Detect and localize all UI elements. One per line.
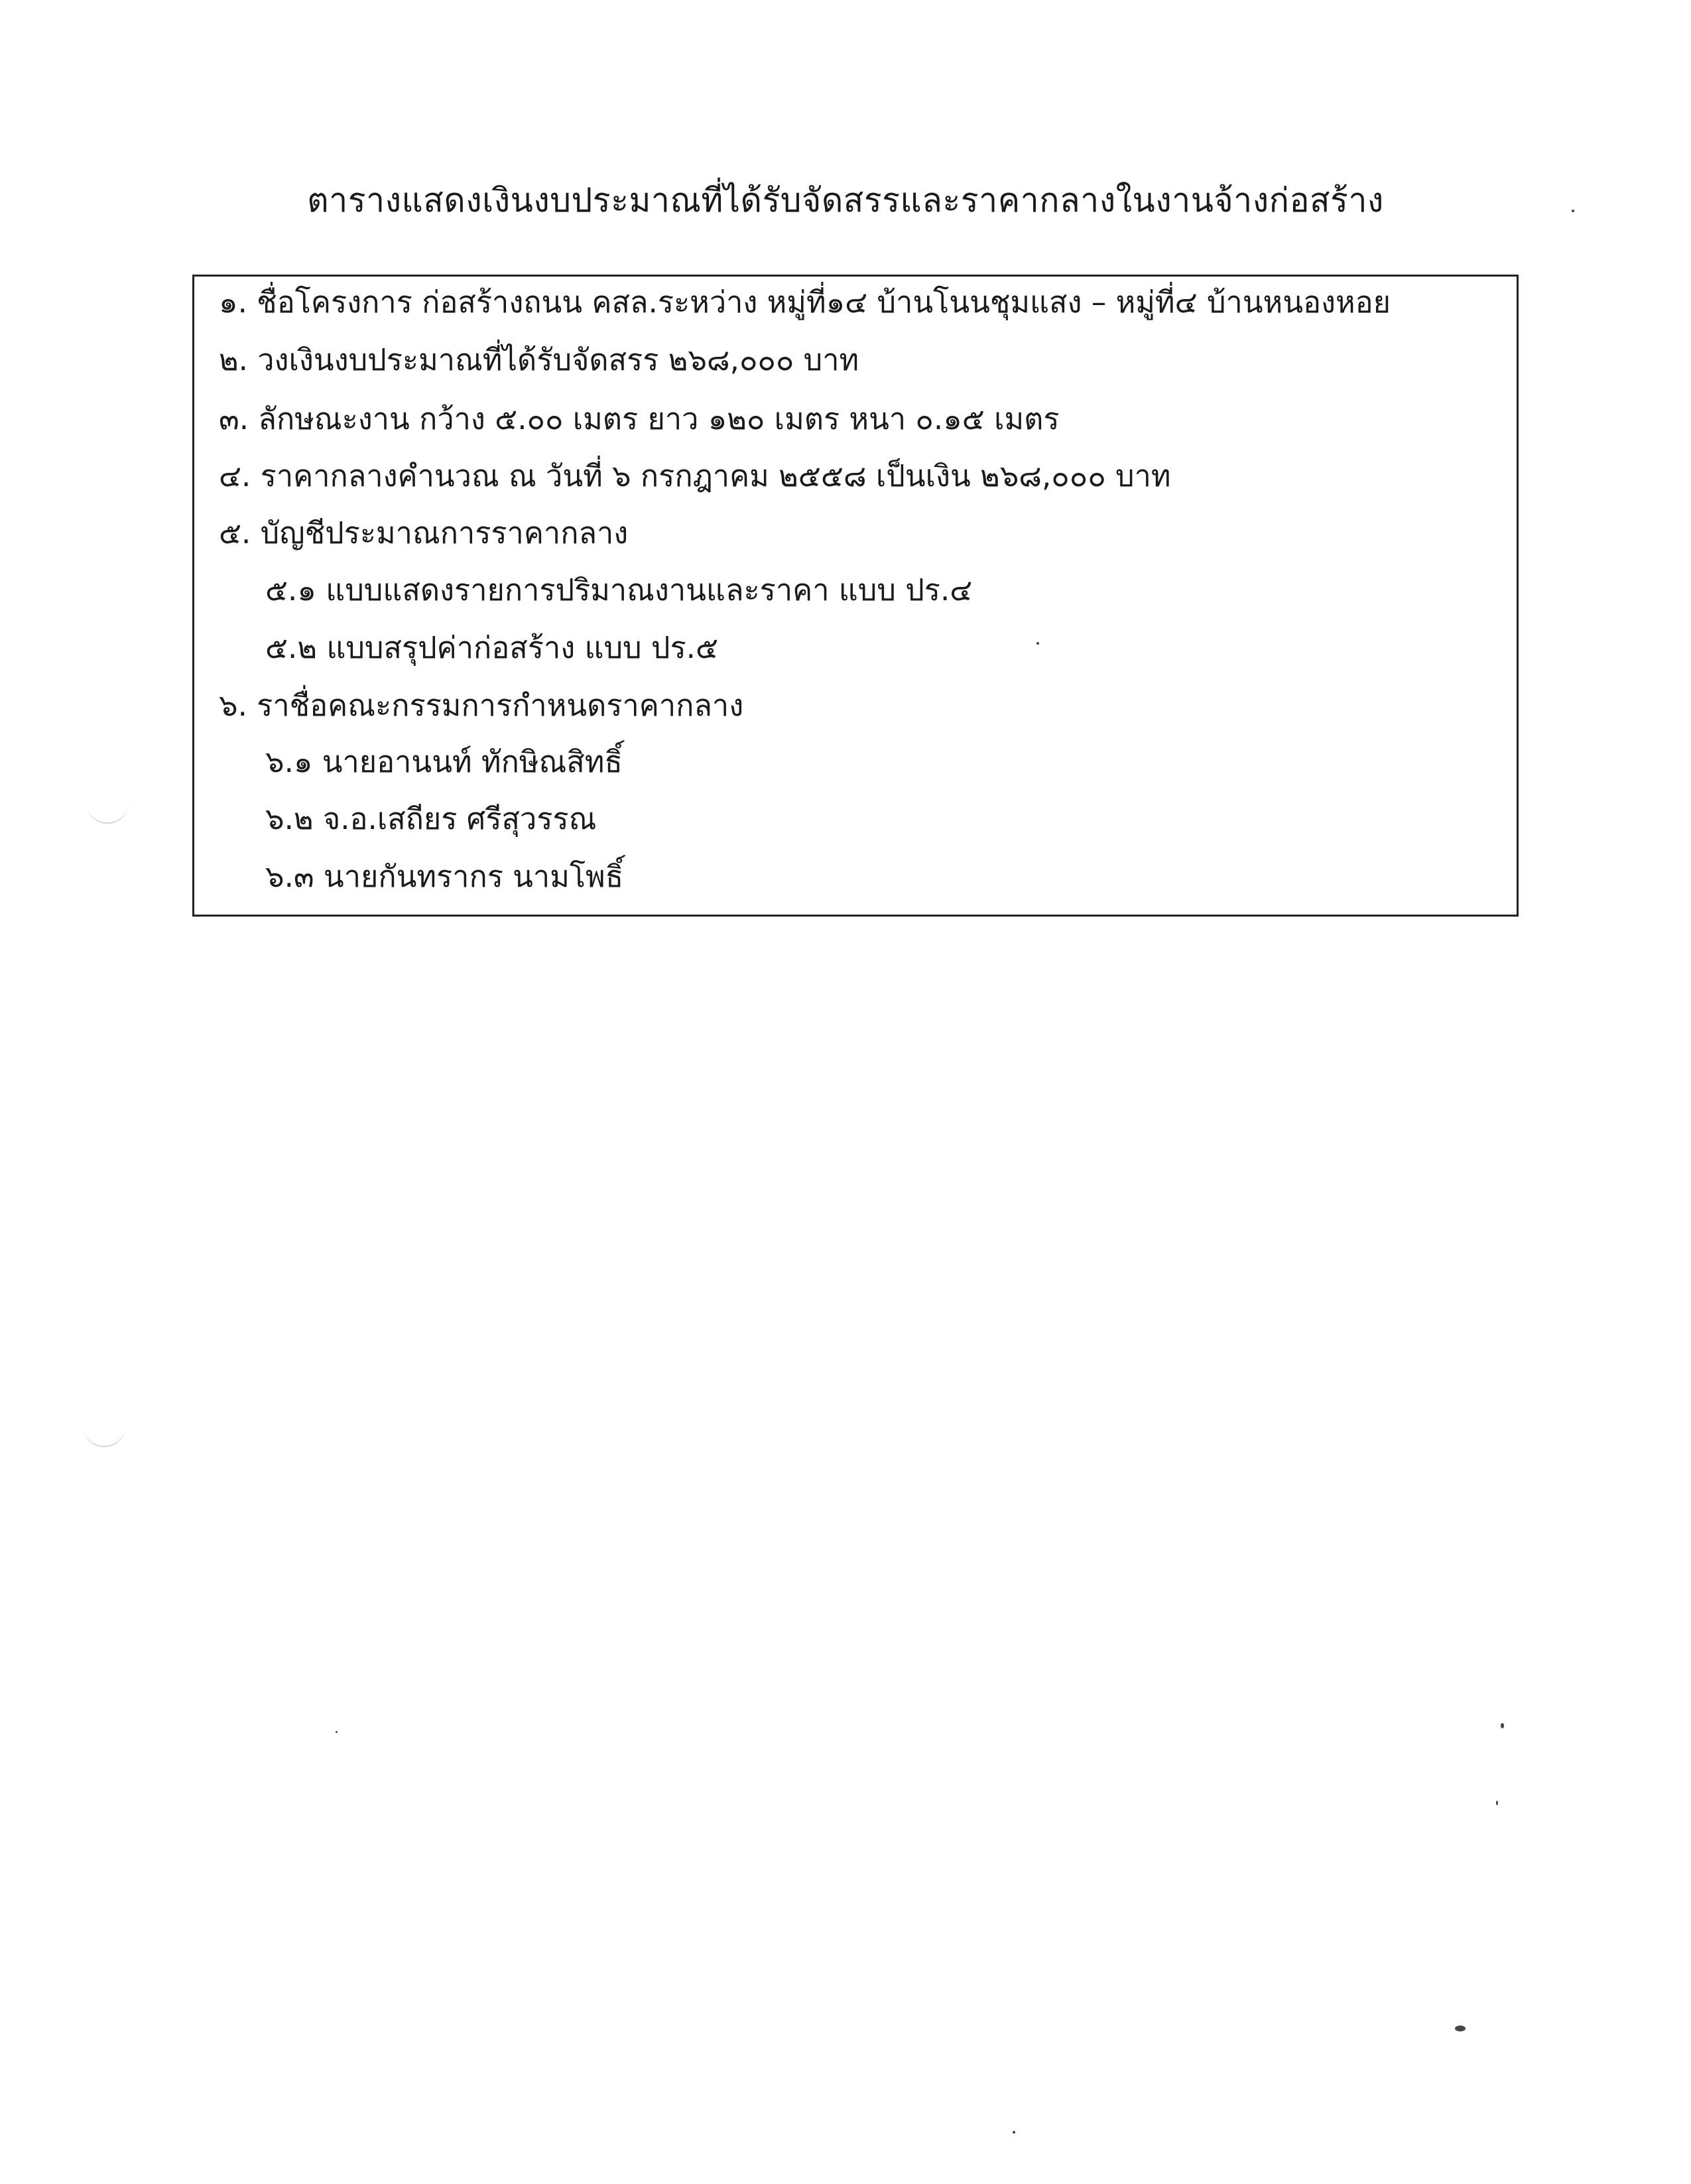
scan-speck xyxy=(1496,1801,1498,1805)
punch-hole-mark xyxy=(83,1423,125,1447)
scan-speck xyxy=(1455,2025,1466,2031)
scan-speck xyxy=(1013,2131,1015,2134)
scan-speck xyxy=(1572,210,1574,212)
item-6-2-committee-member: ๖.๒ จ.อ.เสถียร ศรีสุวรรณ xyxy=(265,801,597,836)
item-6-committee: ๖. ราชื่อคณะกรรมการกำหนดราคากลาง xyxy=(219,688,744,723)
item-6-1-committee-member: ๖.๑ นายอานนท์ ทักษิณสิทธิ์ xyxy=(265,744,623,779)
punch-hole-mark xyxy=(86,800,129,824)
item-5-2-summary-form: ๕.๒ แบบสรุปค่าก่อสร้าง แบบ ปร.๕ xyxy=(265,630,719,665)
item-2-budget: ๒. วงเงินงบประมาณที่ได้รับจัดสรร ๒๖๘,๐๐๐ บาท xyxy=(219,342,859,377)
item-5-1-quantity-form: ๕.๑ แบบแสดงรายการปริมาณงานและราคา แบบ ปร.๔ xyxy=(265,572,973,608)
scan-speck xyxy=(1036,642,1039,645)
scan-speck xyxy=(1501,1723,1504,1728)
item-5-price-estimate-list: ๕. บัญชีประมาณการราคากลาง xyxy=(219,515,629,550)
document-title: ตารางแสดงเงินงบประมาณที่ได้รับจัดสรรและราคากลางในงานจ้างก่อสร้าง xyxy=(307,181,1384,220)
item-3-work-description: ๓. ลักษณะงาน กว้าง ๕.๐๐ เมตร ยาว ๑๒๐ เมตร หนา ๐.๑๕ เมตร xyxy=(219,401,1060,436)
item-4-median-price: ๔. ราคากลางคำนวณ ณ วันที่ ๖ กรกฎาคม ๒๕๕๘ เป็นเงิน ๒๖๘,๐๐๐ บาท xyxy=(219,458,1171,493)
item-1-project-name: ๑. ชื่อโครงการ ก่อสร้างถนน คสล.ระหว่าง หมู่ที่๑๔ บ้านโนนชุมแสง – หมู่ที่๔ บ้านหนองหอย xyxy=(219,285,1391,320)
item-6-3-committee-member: ๖.๓ นายกันทรากร นามโพธิ์ xyxy=(265,859,624,894)
scan-speck xyxy=(336,1731,338,1733)
